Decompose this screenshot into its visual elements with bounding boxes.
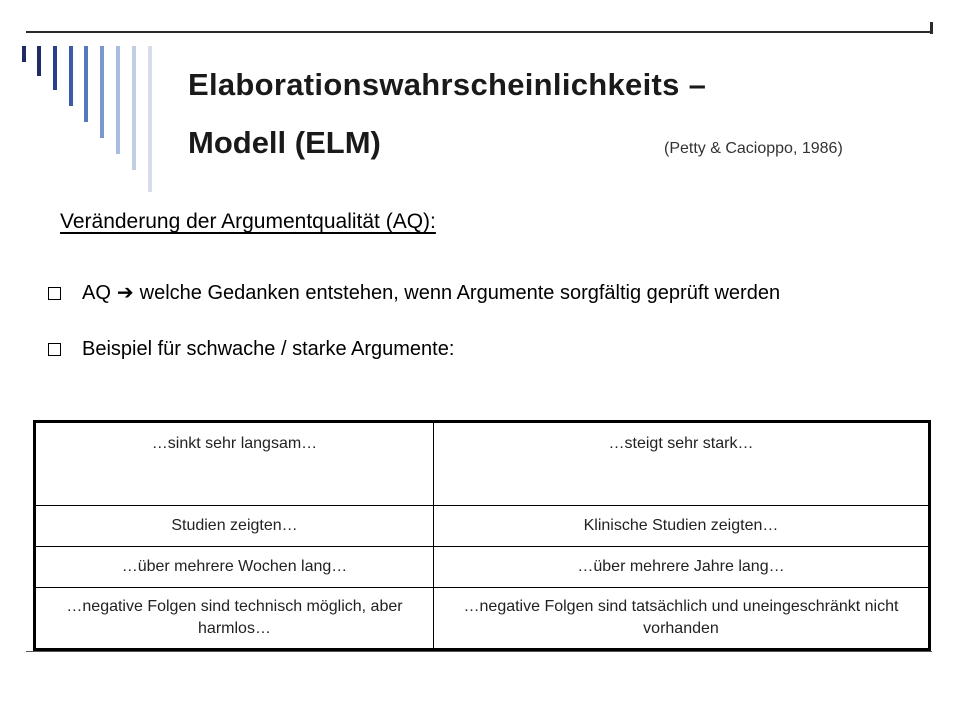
table-row: [35, 422, 930, 506]
decorative-bar: [37, 46, 41, 76]
decorative-bar: [84, 46, 88, 122]
slide-title: [188, 66, 928, 162]
decorative-bar: [116, 46, 120, 154]
table-cell-weak: Studien zeigten…: [35, 506, 434, 547]
decorative-bar: [100, 46, 104, 138]
table-cell-strong: …über mehrere Jahre lang…: [433, 547, 929, 588]
table-row: [35, 588, 930, 650]
table-cell-strong: …steigt sehr stark…: [433, 422, 929, 506]
subheading: Veränderung der Argumentqualität (AQ):: [60, 210, 436, 233]
table-cell-weak: …negative Folgen sind technisch möglich, aber harmlos…: [35, 588, 434, 650]
right-arrow-icon: ➔: [116, 282, 134, 304]
table-row: [35, 506, 930, 547]
title-line-2: [188, 124, 928, 162]
bullet-item: [44, 280, 924, 306]
arguments-table: [33, 420, 931, 651]
decorative-bar: [69, 46, 73, 106]
top-rule: [26, 31, 932, 33]
square-bullet-icon: [48, 343, 61, 356]
decorative-bar: [22, 46, 26, 62]
table-cell-strong: …negative Folgen sind tatsächlich und uneingeschränkt nicht vorhanden: [433, 588, 929, 650]
decorative-bars: [22, 46, 162, 196]
decorative-bar: [53, 46, 57, 90]
citation: (Petty & Cacioppo, 1986): [664, 140, 843, 157]
top-rule-tick: [930, 22, 933, 34]
bullet-item: [44, 336, 924, 362]
table-cell-strong: Klinische Studien zeigten…: [433, 506, 929, 547]
bottom-rule: [26, 651, 932, 652]
decorative-bar: [132, 46, 136, 170]
bullet-list: [44, 280, 924, 392]
title-line-2-text: Modell (ELM): [188, 125, 381, 160]
bullet-text-rest: welche Gedanken entstehen, wenn Argumente sorgfältig geprüft werden: [139, 282, 781, 304]
table-cell-weak: …sinkt sehr langsam…: [35, 422, 434, 506]
bullet-text: Beispiel für schwache / starke Argumente:: [82, 338, 455, 360]
table-cell-weak: …über mehrere Wochen lang…: [35, 547, 434, 588]
bullet-text-start: AQ: [82, 282, 111, 304]
title-line-1: Elaborationswahrscheinlichkeits –: [188, 67, 707, 102]
square-bullet-icon: [48, 287, 61, 300]
decorative-bar: [148, 46, 152, 192]
table-row: [35, 547, 930, 588]
